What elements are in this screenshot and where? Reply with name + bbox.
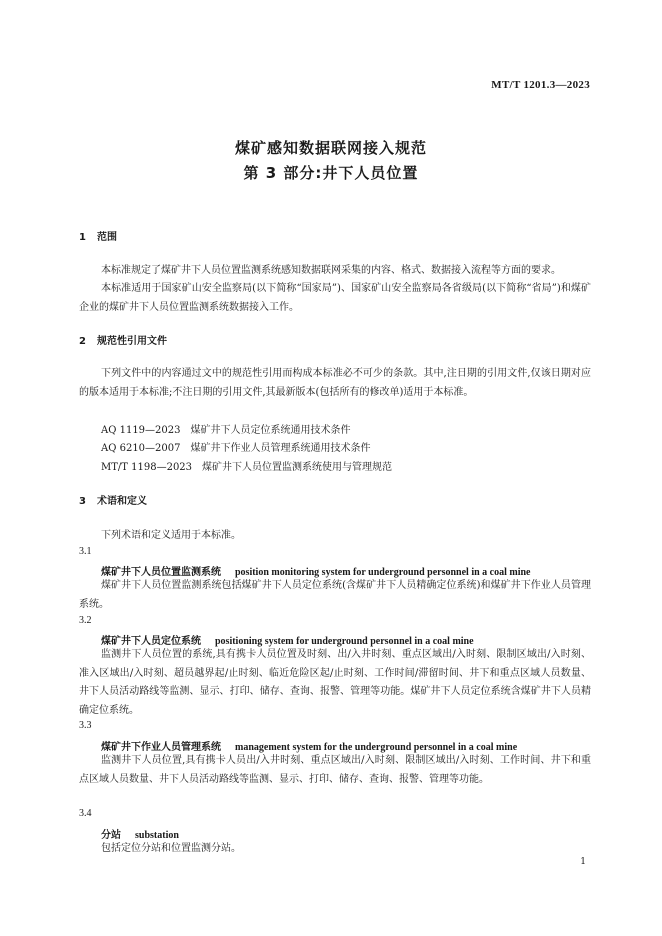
scope-paragraph-2: 本标准适用于国家矿山安全监察局(以下简称“国家局”)、国家矿山安全监察局各省级局(以下简称“省局”)和煤矿企业的煤矿井下人员位置监测系统数据接入工作。	[79, 283, 591, 313]
term-chinese: 煤矿井下作业人员管理系统	[101, 742, 221, 753]
term-definition: 监测井下人员位置,具有携卡人员出/入井时刻、重点区域出/入时刻、限制区域出/入时刻、工作时间、井下和重点区域人员数量、井下人员活动路线等监测、显示、打印、储存、查询、报警、管理等功能。	[79, 755, 591, 785]
section-title: 范围	[97, 232, 117, 243]
section-heading-scope	[79, 228, 117, 243]
scope-paragraph-1: 本标准规定了煤矿井下人员位置监测系统感知数据联网采集的内容、格式、数据接入流程等方面的要求。	[101, 265, 561, 276]
section-title: 术语和定义	[97, 496, 147, 507]
term-heading	[101, 632, 474, 647]
section-heading-normative-references	[79, 332, 167, 347]
section-number: 1	[79, 232, 86, 243]
term-number: 3.1	[79, 546, 92, 557]
standard-code: MT/T 1201.3—2023	[491, 79, 590, 91]
term-english: position monitoring system for underground personnel in a coal mine	[235, 567, 531, 578]
term-heading	[101, 738, 517, 753]
term-definition: 煤矿井下人员位置监测系统包括煤矿井下人员定位系统(含煤矿井下人员精确定位系统)和煤矿井下作业人员管理系统。	[79, 580, 591, 610]
term-chinese: 煤矿井下人员定位系统	[101, 636, 201, 647]
term-chinese: 分站	[101, 830, 121, 841]
term-number: 3.4	[79, 808, 92, 819]
reference-item: AQ 6210—2007 煤矿井下作业人员管理系统通用技术条件	[101, 443, 371, 454]
terms-intro: 下列术语和定义适用于本标准。	[101, 530, 241, 541]
section-heading-terms	[79, 492, 147, 507]
references-intro-paragraph: 下列文件中的内容通过文中的规范性引用而构成本标准必不可少的条款。其中,注日期的引用文件,仅该日期对应的版本适用于本标准;不注日期的引用文件,其最新版本(包括所有的修改单)适用于本标准。	[79, 368, 591, 398]
term-number: 3.3	[79, 720, 92, 731]
term-definition: 包括定位分站和位置监测分站。	[101, 843, 241, 854]
term-heading	[101, 826, 179, 841]
term-english: management system for the underground personnel in a coal mine	[235, 742, 518, 753]
term-number: 3.2	[79, 615, 92, 626]
section-title: 规范性引用文件	[97, 336, 167, 347]
section-number: 3	[79, 496, 86, 507]
term-english: substation	[135, 830, 179, 841]
document-subtitle: 第 3 部分:井下人员位置	[243, 164, 419, 182]
reference-item: AQ 1119—2023 煤矿井下人员定位系统通用技术条件	[101, 425, 351, 436]
term-english: positioning system for underground personnel in a coal mine	[215, 636, 474, 647]
term-chinese: 煤矿井下人员位置监测系统	[101, 567, 221, 578]
reference-item: MT/T 1198—2023 煤矿井下人员位置监测系统使用与管理规范	[101, 462, 393, 473]
term-definition: 监测井下人员位置的系统,具有携卡人员位置及时刻、出/入井时刻、重点区域出/入时刻、限制区域出/入时刻、准入区域出/入时刻、超员越界起/止时刻、临近危险区起/止时刻、工作时间/滞留时间、井下和重点区域人员数量、井下人员活动路线等监测、显示、打印、储存、查询、报警、管理等功能。煤矿井下人员定位系统含煤矿井下人员精确定位系统。	[79, 649, 591, 716]
document-title: 煤矿感知数据联网接入规范	[234, 139, 427, 157]
term-heading	[101, 563, 531, 578]
page-number: 1	[580, 857, 586, 867]
section-number: 2	[79, 336, 86, 347]
